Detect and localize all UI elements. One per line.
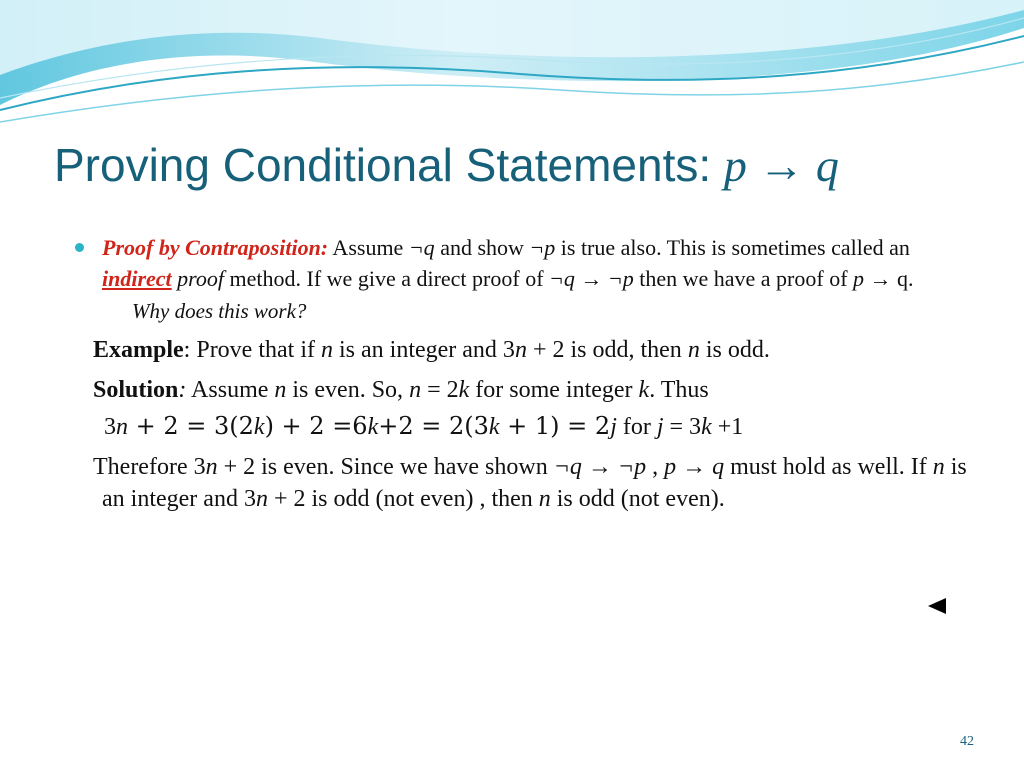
wave-header-decoration: [0, 0, 1024, 140]
why-question: Why does this work?: [132, 299, 307, 323]
therefore-text: Therefore 3: [93, 454, 206, 480]
equation-line: [104, 410, 972, 443]
var-k: k: [253, 414, 265, 440]
bullet-text: method. If we give a direct proof of: [224, 266, 550, 291]
term-indirect: indirect: [102, 266, 172, 291]
var-n: n: [255, 486, 268, 512]
var-n: n: [687, 337, 700, 363]
eq-text: = 3: [663, 414, 702, 440]
title-math: p → q: [723, 140, 839, 191]
math-not-p: ¬p: [529, 235, 556, 260]
solution-text: is even. So,: [286, 377, 410, 403]
example-label: Example: [93, 337, 184, 363]
bullet-text: is true also. This is sometimes called an: [555, 235, 910, 260]
example-text: is odd.: [699, 337, 770, 363]
solution-text: . Thus: [649, 377, 709, 403]
var-k: k: [488, 414, 500, 440]
math-contrapositive: ¬q → ¬p: [553, 454, 647, 480]
math-implication: p → q: [664, 454, 725, 480]
example-text: + 2 is odd, then: [526, 337, 688, 363]
eq-text: + 1) = 2: [499, 412, 611, 440]
eq-text: + 2 = 3(2: [128, 412, 254, 440]
solution-text: Assume: [186, 377, 275, 403]
solution-paragraph: [72, 374, 972, 406]
bullet-text: → q.: [864, 266, 914, 291]
var-n: n: [116, 414, 128, 440]
solution-label: Solution: [93, 377, 179, 403]
bullet-text: then we have a proof of: [633, 266, 854, 291]
var-n: n: [932, 454, 945, 480]
var-k: k: [458, 377, 470, 403]
therefore-text: + 2 is even. Since we have shown: [217, 454, 554, 480]
var-n: n: [320, 337, 333, 363]
therefore-text: + 2 is odd (not even) , then: [267, 486, 539, 512]
therefore-text: is an integer and 3: [102, 454, 967, 512]
slide-number: 42: [960, 734, 974, 749]
math-not-q: ¬q: [408, 235, 435, 260]
eq-text: 3: [104, 414, 116, 440]
term-proof: proof: [177, 266, 225, 291]
var-n: n: [205, 454, 218, 480]
solution-text: for some integer: [469, 377, 639, 403]
var-n: n: [274, 377, 287, 403]
eq-text: +2 = 2(3: [378, 412, 489, 440]
example-text: is an integer and 3: [332, 337, 515, 363]
bullet-text: Assume: [328, 235, 409, 260]
eq-text: ) + 2 =6: [264, 412, 368, 440]
var-n: n: [514, 337, 527, 363]
math-p: p: [853, 266, 865, 291]
therefore-text: ,: [646, 454, 665, 480]
var-k: k: [701, 414, 712, 440]
example-paragraph: [72, 334, 972, 366]
therefore-paragraph: [72, 451, 972, 515]
var-n: n: [538, 486, 551, 512]
bullet-dot-icon: [75, 243, 84, 252]
var-k: k: [638, 377, 650, 403]
bullet-text: and show: [434, 235, 530, 260]
therefore-text: is odd (not even).: [550, 486, 725, 512]
eq-text: for: [616, 414, 657, 440]
therefore-text: must hold as well. If: [724, 454, 933, 480]
var-n: n: [409, 377, 422, 403]
math-contrapositive: ¬q → ¬p: [549, 266, 634, 291]
slide-title: [54, 138, 839, 192]
solution-text: = 2: [421, 377, 459, 403]
solution-colon: :: [178, 377, 187, 403]
title-text: Proving Conditional Statements:: [54, 139, 724, 191]
slide-body: [72, 232, 972, 515]
var-k: k: [367, 414, 379, 440]
var-j: j: [610, 414, 617, 440]
example-text: : Prove that if: [183, 337, 321, 363]
end-of-proof-icon: [928, 598, 946, 614]
bullet-proof-by-contraposition: [72, 232, 972, 294]
heading-proof-by-contraposition: Proof by Contraposition:: [102, 235, 329, 260]
eq-text: +1: [711, 414, 744, 440]
var-j: j: [656, 414, 664, 440]
